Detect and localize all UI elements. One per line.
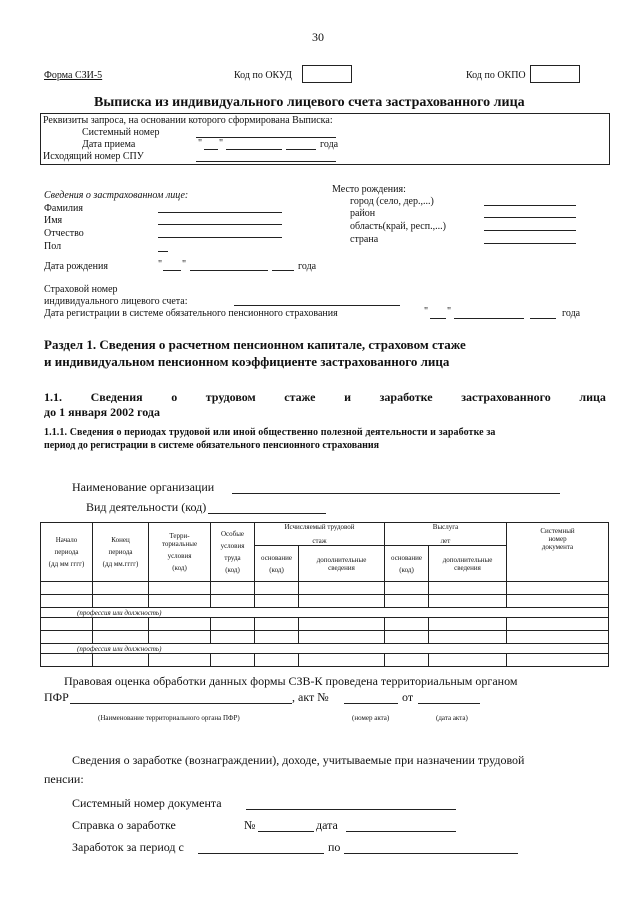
- table-row[interactable]: [41, 618, 609, 631]
- birth-quote-close: ": [182, 259, 187, 270]
- table-row[interactable]: [41, 631, 609, 644]
- insurance-number-field[interactable]: [234, 305, 400, 306]
- group-service-header: Выслуга лет: [385, 523, 507, 546]
- table-row[interactable]: [41, 582, 609, 595]
- surname-label: Фамилия: [44, 203, 83, 214]
- s11-word: 1.1.: [44, 390, 62, 404]
- page-number: 30: [312, 30, 324, 44]
- subsection-1-1-line1: [44, 390, 606, 405]
- request-heading: Реквизиты запроса, на основании которого сформирована Выписка:: [43, 115, 333, 126]
- caption-organ: (Наименование территориального органа ПФР): [98, 714, 240, 722]
- caption-date: (дата акта): [436, 714, 468, 722]
- birth-year-field[interactable]: [272, 270, 294, 271]
- col-end-header: Конец периода (дд мм.гггг): [93, 523, 149, 582]
- region-label: область(край, респ.,...): [350, 221, 446, 232]
- period-from-label: Заработок за период с: [72, 840, 184, 854]
- s11-word: лица: [579, 390, 606, 404]
- birthplace-heading: Место рождения:: [332, 184, 406, 195]
- surname-field[interactable]: [158, 212, 282, 213]
- okud-label: Код по ОКУД: [234, 70, 292, 81]
- organization-name-field[interactable]: [232, 493, 560, 494]
- reg-quote-open: ": [424, 306, 429, 317]
- name-field[interactable]: [158, 224, 282, 225]
- system-number-field[interactable]: [196, 137, 336, 138]
- period-from-field[interactable]: [198, 853, 324, 854]
- country-field[interactable]: [484, 243, 576, 244]
- calc-basis-header: основание (код): [255, 546, 299, 582]
- outgoing-number-field[interactable]: [196, 161, 336, 162]
- birth-day-field[interactable]: [163, 270, 181, 271]
- s11-word: застрахованного: [461, 390, 551, 404]
- subsection-1-1-line2: до 1 января 2002 года: [44, 405, 160, 419]
- reg-year-word: года: [562, 308, 581, 319]
- service-additional-header: дополнительные сведения: [429, 546, 507, 582]
- s11-word: заработке: [379, 390, 433, 404]
- col-territorial-header: Терри- ториальные условия (код): [149, 523, 211, 582]
- group-calc-header: Исчисляемый трудовой стаж: [255, 523, 385, 546]
- calc-additional-header: дополнительные сведения: [299, 546, 385, 582]
- gender-field[interactable]: [158, 251, 168, 252]
- receive-day-field[interactable]: [204, 149, 218, 150]
- city-label: город (село, дер.,...): [350, 196, 434, 207]
- country-label: страна: [350, 234, 379, 245]
- system-number-label: Системный номер: [82, 127, 160, 138]
- form-label: Форма СЗИ-5: [44, 70, 103, 81]
- service-basis-header: основание (код): [385, 546, 429, 582]
- birth-quote-open: ": [158, 259, 163, 270]
- period-to-field[interactable]: [344, 853, 518, 854]
- reg-day-field[interactable]: [430, 318, 446, 319]
- birth-date-label: Дата рождения: [44, 261, 108, 272]
- profession-note: (профессия или должность): [41, 608, 609, 618]
- receive-month-field[interactable]: [226, 149, 282, 150]
- insurance-number-label-1: Страховой номер: [44, 284, 118, 295]
- s11-word: и: [344, 390, 352, 404]
- act-from-label: от: [402, 690, 414, 704]
- certificate-number-field[interactable]: [258, 831, 314, 832]
- region-field[interactable]: [484, 230, 576, 231]
- birth-month-field[interactable]: [190, 270, 268, 271]
- certificate-label: Справка о заработке: [72, 818, 176, 832]
- okud-field[interactable]: [302, 65, 352, 83]
- subsection-1-1-1-line1: 1.1.1. Сведения о периодах трудовой или иной общественно полезной деятельности и заработке за: [44, 427, 496, 438]
- certificate-number-sign: №: [244, 818, 256, 832]
- s11-word: Сведения: [90, 390, 143, 404]
- receive-date-label: Дата приема: [82, 139, 136, 150]
- quote-open: ": [198, 138, 203, 149]
- receive-year-field[interactable]: [286, 149, 316, 150]
- insurance-number-label-2: индивидуального лицевого счета:: [44, 296, 188, 307]
- insured-heading: Сведения о застрахованном лице:: [44, 190, 189, 201]
- registration-date-label: Дата регистрации в системе обязательного пенсионного страхования: [44, 308, 338, 319]
- activity-code-label: Вид деятельности (код): [86, 500, 207, 514]
- quote-close: ": [219, 138, 224, 149]
- gender-label: Пол: [44, 241, 62, 252]
- district-field[interactable]: [484, 217, 576, 218]
- s11-word: трудовом: [205, 390, 256, 404]
- act-number-field[interactable]: [344, 703, 398, 704]
- legal-line1: Правовая оценка обработки данных формы СЗВ-К проведена территориальным органом: [64, 674, 518, 688]
- profession-note: (профессия или должность): [41, 644, 609, 654]
- pfr-organ-field[interactable]: [70, 703, 292, 704]
- subsection-1-1-1-line2: период до регистрации в системе обязательного пенсионного страхования: [44, 440, 380, 451]
- s11-word: стаже: [284, 390, 316, 404]
- okpo-field[interactable]: [530, 65, 580, 83]
- caption-act: (номер акта): [352, 714, 390, 722]
- patronymic-label: Отчество: [44, 228, 84, 239]
- period-to-label: по: [328, 840, 341, 854]
- city-field[interactable]: [484, 205, 576, 206]
- okpo-label: Код по ОКПО: [466, 70, 526, 81]
- earnings-system-number-label: Системный номер документа: [72, 796, 222, 810]
- reg-month-field[interactable]: [454, 318, 524, 319]
- col-system-header: Системный номер документа: [507, 523, 609, 582]
- activity-code-field[interactable]: [208, 513, 326, 514]
- section1-heading-line2: и индивидуальном пенсионном коэффициенте застрахованного лица: [44, 354, 450, 369]
- earnings-line1: Сведения о заработке (вознаграждении), доходе, учитываемые при назначении трудовой: [72, 753, 525, 767]
- name-label: Имя: [44, 215, 63, 226]
- year-word: года: [320, 139, 339, 150]
- table-row[interactable]: [41, 595, 609, 608]
- organization-name-label: Наименование организации: [72, 480, 215, 494]
- district-label: район: [350, 208, 376, 219]
- certificate-date-field[interactable]: [346, 831, 456, 832]
- periods-table: [40, 522, 609, 667]
- col-start-header: Начало периода (дд мм гггг): [41, 523, 93, 582]
- section1-heading-line1: Раздел 1. Сведения о расчетном пенсионном капитале, страховом стаже: [44, 337, 466, 352]
- reg-quote-close: ": [447, 306, 452, 317]
- col-special-header: Особые условия труда (код): [211, 523, 255, 582]
- earnings-system-number-field[interactable]: [246, 809, 456, 810]
- act-label: , акт №: [292, 690, 329, 704]
- document-title: Выписка из индивидуального лицевого счета застрахованного лица: [94, 95, 525, 110]
- earnings-line2: пенсии:: [44, 772, 84, 786]
- certificate-date-label: дата: [316, 818, 338, 832]
- act-date-field[interactable]: [418, 703, 480, 704]
- s11-word: о: [171, 390, 178, 404]
- pfr-label: ПФР: [44, 690, 69, 704]
- reg-year-field[interactable]: [530, 318, 556, 319]
- patronymic-field[interactable]: [158, 237, 282, 238]
- birth-year-word: года: [298, 261, 317, 272]
- table-row[interactable]: [41, 654, 609, 667]
- outgoing-number-label: Исходящий номер СПУ: [43, 151, 144, 162]
